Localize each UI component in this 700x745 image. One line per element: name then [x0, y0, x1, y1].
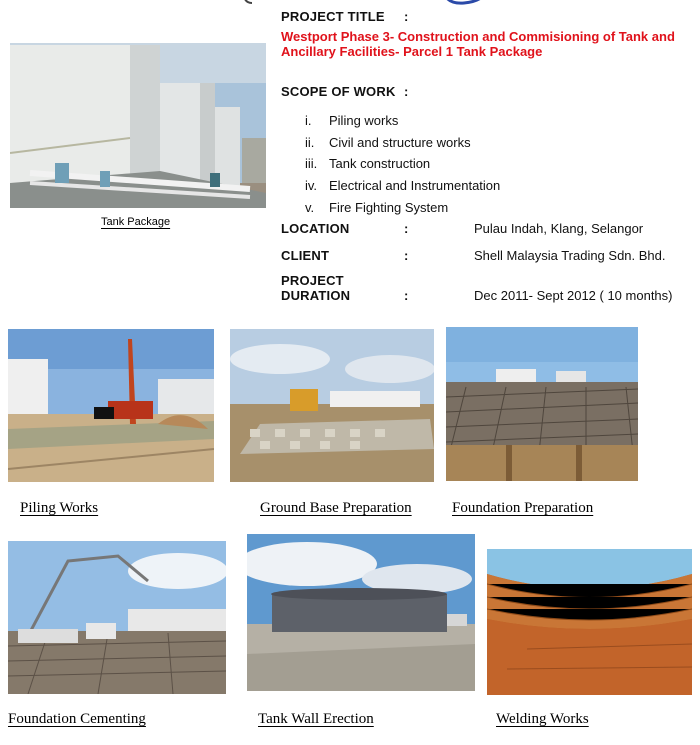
scope-item-text: Tank construction: [329, 156, 431, 171]
project-title-line2: Ancillary Facilities- Parcel 1 Tank Package: [281, 44, 543, 59]
foundation-cementing-photo: [8, 541, 226, 694]
tank-package-photo: [10, 43, 266, 208]
scope-item-number: iv.: [305, 178, 318, 193]
client-label: CLIENT: [281, 248, 330, 263]
scope-item-text: Fire Fighting System: [329, 200, 449, 215]
client-value: Shell Malaysia Trading Sdn. Bhd.: [474, 248, 666, 263]
scope-item-text: Civil and structure works: [329, 135, 471, 150]
duration-label-2: DURATION: [281, 288, 351, 303]
welding-works-photo: [487, 549, 692, 695]
duration-colon: :: [404, 288, 409, 303]
piling-works-photo: [8, 329, 214, 482]
scope-item-text: Piling works: [329, 113, 399, 128]
scope-item-text: Electrical and Instrumentation: [329, 178, 501, 193]
client-colon: :: [404, 248, 409, 263]
foundation-prep-photo: [446, 327, 638, 481]
welding-works-caption: Welding Works: [496, 711, 589, 727]
logo-fragment: [236, 0, 496, 4]
location-value: Pulau Indah, Klang, Selangor: [474, 221, 644, 236]
scope-item-number: ii.: [305, 135, 315, 150]
project-title-colon: :: [404, 9, 409, 24]
duration-label-1: PROJECT: [281, 273, 344, 288]
scope-item-number: i.: [305, 113, 312, 128]
foundation-prep-caption: Foundation Preparation: [452, 500, 594, 516]
piling-works-caption: Piling Works: [20, 500, 99, 516]
scope-label: SCOPE OF WORK: [281, 84, 396, 99]
ground-base-caption: Ground Base Preparation: [260, 500, 412, 516]
scope-colon: :: [404, 84, 409, 99]
foundation-cementing-caption: Foundation Cementing: [8, 711, 146, 727]
scope-item-number: v.: [305, 200, 315, 215]
location-label: LOCATION: [281, 221, 350, 236]
location-colon: :: [404, 221, 409, 236]
ground-base-photo: [230, 329, 434, 482]
project-title-line1: Westport Phase 3- Construction and Commisioning of Tank and: [281, 29, 675, 44]
duration-value: Dec 2011- Sept 2012 ( 10 months): [474, 288, 673, 303]
scope-item-number: iii.: [305, 156, 318, 171]
tank-wall-photo: [247, 534, 475, 691]
project-title-label: PROJECT TITLE: [281, 9, 385, 24]
tank-wall-caption: Tank Wall Erection: [258, 711, 374, 727]
tank-package-caption: Tank Package: [101, 216, 171, 228]
